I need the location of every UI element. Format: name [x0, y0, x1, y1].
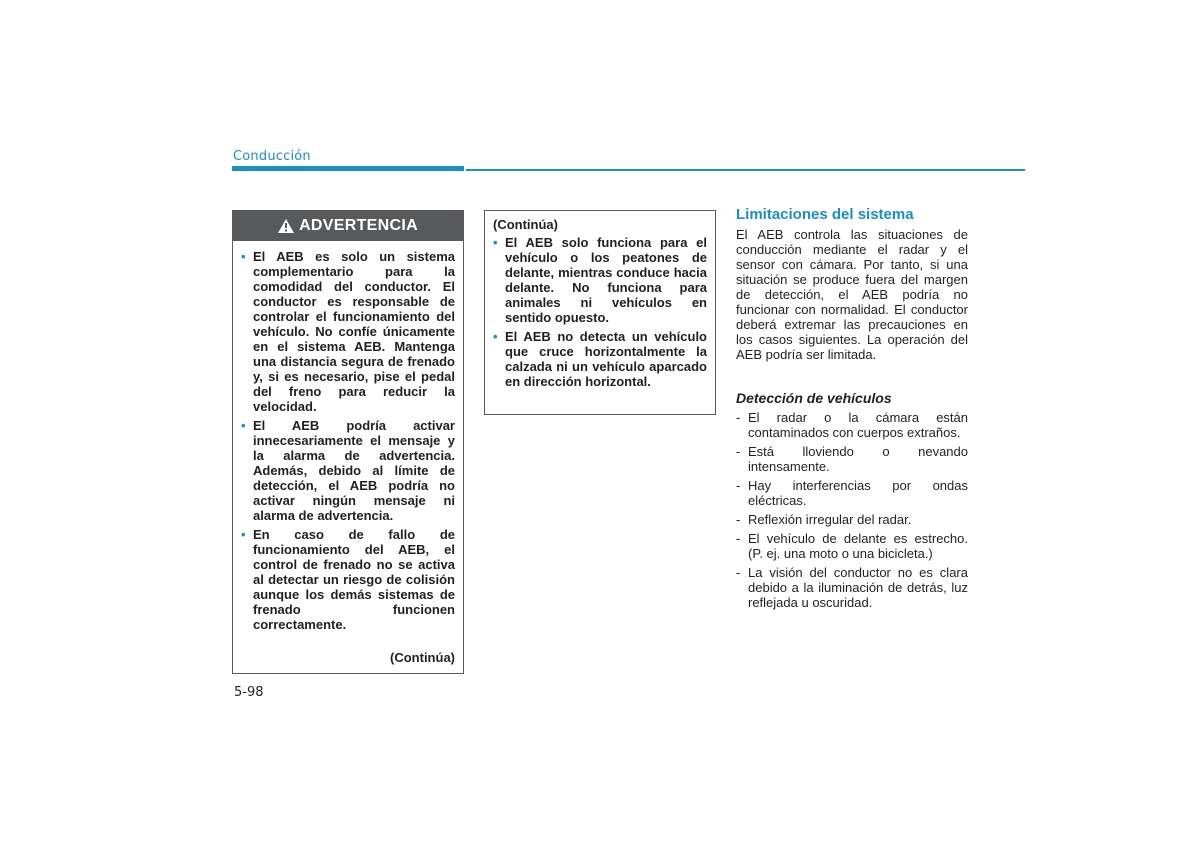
bullet-icon: •	[493, 329, 498, 344]
warning-triangle-icon	[278, 219, 294, 233]
continuation-item	[493, 235, 707, 325]
continuation-title: (Continúa)	[493, 217, 558, 232]
vehicle-detection-list	[736, 410, 968, 610]
section-bar-thin	[466, 169, 1025, 171]
section-title: Conducción	[233, 149, 311, 164]
warning-item	[241, 418, 455, 523]
list-item	[736, 410, 968, 440]
dash-icon: -	[736, 444, 741, 459]
section-bar-thick	[232, 166, 464, 171]
list-item-text: La visión del conductor no es clara debido a la iluminación de detrás, luz reflejada u oscuridad.	[748, 565, 968, 610]
list-item-text: El vehículo de delante es estrecho. (P. ej. una moto o una bicicleta.)	[748, 531, 968, 561]
list-item-text: Reflexión irregular del radar.	[748, 512, 912, 527]
warning-box	[232, 210, 464, 674]
list-item	[736, 531, 968, 561]
warning-item	[241, 249, 455, 414]
list-item-text: El radar o la cámara están contaminados con cuerpos extraños.	[748, 410, 968, 440]
list-item	[736, 512, 968, 527]
warning-list	[233, 241, 463, 632]
continuation-box	[484, 210, 716, 415]
limitations-title: Limitaciones del sistema	[736, 206, 914, 223]
dash-icon: -	[736, 531, 741, 546]
limitations-paragraph: El AEB controla las situaciones de conducción mediante el radar y el sensor con cámara. Por tanto, si una situación se produce fuera del margen de detección, el AEB podría no funcionar con normalidad. El conductor deberá extremar las precauciones en los casos siguientes. La operación del AEB podría ser limitada.	[736, 227, 968, 362]
dash-icon: -	[736, 512, 741, 527]
page-number: 5-98	[234, 685, 264, 700]
dash-icon: -	[736, 478, 741, 493]
bullet-icon: •	[493, 235, 498, 250]
continuation-item-text: El AEB no detecta un vehículo que cruce horizontalmente la calzada ni un vehículo aparcado en dirección horizontal.	[505, 329, 707, 389]
warning-item-text: El AEB es solo un sistema complementario para la comodidad del conductor. El conductor es responsable de controlar el funcionamiento del vehículo. No confíe únicamente en el sistema AEB. Mantenga una distancia segura de frenado y, si es necesario, pise el pedal del freno para reducir la velocidad.	[253, 249, 455, 414]
warning-header	[233, 211, 463, 241]
bullet-icon: •	[241, 527, 246, 542]
continues-label: (Continúa)	[390, 650, 455, 665]
warning-item	[241, 527, 455, 632]
continuation-list	[493, 235, 707, 389]
vehicle-detection-subtitle: Detección de vehículos	[736, 390, 892, 406]
list-item-text: Hay interferencias por ondas eléctricas.	[748, 478, 968, 508]
list-item-text: Está lloviendo o nevando intensamente.	[748, 444, 968, 474]
warning-item-text: En caso de fallo de funcionamiento del AEB, el control de frenado no se activa al detectar un riesgo de colisión aunque los demás sistemas de frenado funcionen correctamente.	[253, 527, 455, 632]
dash-icon: -	[736, 565, 741, 580]
warning-item-text: El AEB podría activar innecesariamente el mensaje y la alarma de advertencia. Además, debido al límite de detección, el AEB podría no activar ningún mensaje ni alarma de advertencia.	[253, 418, 455, 523]
bullet-icon: •	[241, 418, 246, 433]
continuation-item	[493, 329, 707, 389]
continuation-item-text: El AEB solo funciona para el vehículo o los peatones de delante, mientras conduce hacia delante. No funciona para animales ni vehículos en sentido opuesto.	[505, 235, 707, 325]
list-item	[736, 444, 968, 474]
limitations-section	[736, 206, 968, 614]
warning-title: ADVERTENCIA	[299, 217, 418, 234]
dash-icon: -	[736, 410, 741, 425]
list-item	[736, 565, 968, 610]
list-item	[736, 478, 968, 508]
bullet-icon: •	[241, 249, 246, 264]
